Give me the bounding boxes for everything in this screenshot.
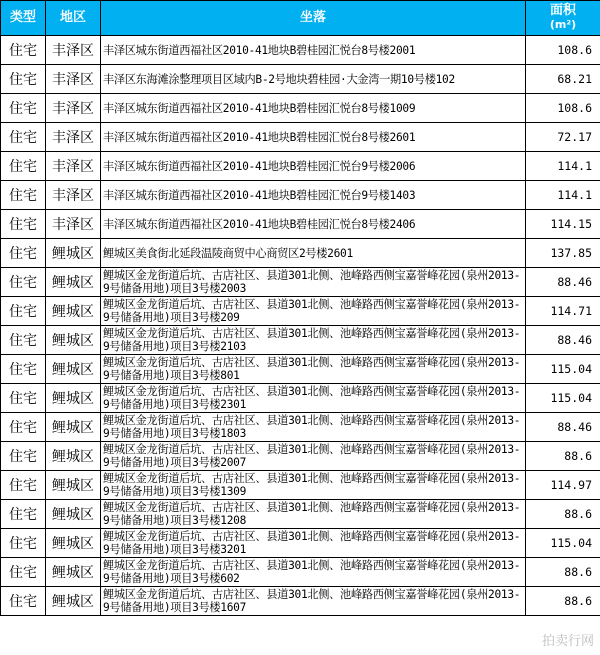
cell-area: 115.04 (526, 355, 600, 384)
cell-type: 住宅 (1, 181, 46, 210)
table-row (1, 413, 600, 442)
cell-address: 鲤城区金龙街道后坑、古店社区、县道301北侧、池峰路西侧宝嘉誉峰花园(泉州2013-9号储备用地)项目3号楼1803 (101, 413, 526, 442)
cell-address: 丰泽区城东街道西福社区2010-41地块B碧桂园汇悦台8号楼2601 (101, 123, 526, 152)
table-row (1, 471, 600, 500)
cell-region: 鲤城区 (46, 471, 101, 500)
table-row (1, 558, 600, 587)
cell-type: 住宅 (1, 587, 46, 616)
cell-area: 88.46 (526, 268, 600, 297)
cell-region: 丰泽区 (46, 65, 101, 94)
cell-type: 住宅 (1, 529, 46, 558)
cell-type: 住宅 (1, 239, 46, 268)
cell-address: 鲤城区金龙街道后坑、古店社区、县道301北侧、池峰路西侧宝嘉誉峰花园(泉州2013-9号储备用地)项目3号楼1208 (101, 500, 526, 529)
column-header-type: 类型 (1, 1, 46, 36)
cell-area: 68.21 (526, 65, 600, 94)
cell-type: 住宅 (1, 297, 46, 326)
table-row (1, 529, 600, 558)
cell-type: 住宅 (1, 65, 46, 94)
cell-address: 丰泽区城东街道西福社区2010-41地块B碧桂园汇悦台9号楼1403 (101, 181, 526, 210)
cell-area: 72.17 (526, 123, 600, 152)
cell-address: 丰泽区东海滩涂整理项目区域内B-2号地块碧桂园·大金湾一期10号楼102 (101, 65, 526, 94)
cell-region: 鲤城区 (46, 355, 101, 384)
cell-area: 108.6 (526, 94, 600, 123)
cell-area: 88.6 (526, 442, 600, 471)
cell-type: 住宅 (1, 413, 46, 442)
cell-area: 88.6 (526, 558, 600, 587)
cell-address: 鲤城区金龙街道后坑、古店社区、县道301北侧、池峰路西侧宝嘉誉峰花园(泉州2013-9号储备用地)项目3号楼602 (101, 558, 526, 587)
cell-type: 住宅 (1, 326, 46, 355)
cell-area: 114.15 (526, 210, 600, 239)
cell-area: 137.85 (526, 239, 600, 268)
cell-region: 鲤城区 (46, 500, 101, 529)
cell-address: 鲤城区金龙街道后坑、古店社区、县道301北侧、池峰路西侧宝嘉誉峰花园(泉州2013-9号储备用地)项目3号楼3201 (101, 529, 526, 558)
cell-type: 住宅 (1, 94, 46, 123)
cell-address: 鲤城区金龙街道后坑、古店社区、县道301北侧、池峰路西侧宝嘉誉峰花园(泉州2013-9号储备用地)项目3号楼801 (101, 355, 526, 384)
cell-region: 鲤城区 (46, 297, 101, 326)
cell-area: 115.04 (526, 529, 600, 558)
cell-type: 住宅 (1, 268, 46, 297)
cell-region: 丰泽区 (46, 94, 101, 123)
cell-address: 鲤城区金龙街道后坑、古店社区、县道301北侧、池峰路西侧宝嘉誉峰花园(泉州2013-9号储备用地)项目3号楼1309 (101, 471, 526, 500)
cell-region: 丰泽区 (46, 36, 101, 65)
cell-address: 鲤城区金龙街道后坑、古店社区、县道301北侧、池峰路西侧宝嘉誉峰花园(泉州2013-9号储备用地)项目3号楼2301 (101, 384, 526, 413)
column-header-region: 地区 (46, 1, 101, 36)
cell-region: 鲤城区 (46, 413, 101, 442)
column-header-area (526, 1, 600, 36)
table-row (1, 297, 600, 326)
cell-type: 住宅 (1, 471, 46, 500)
table-row (1, 587, 600, 616)
cell-address: 鲤城区金龙街道后坑、古店社区、县道301北侧、池峰路西侧宝嘉誉峰花园(泉州2013-9号储备用地)项目3号楼2103 (101, 326, 526, 355)
table-row (1, 500, 600, 529)
table-row (1, 181, 600, 210)
cell-address: 鲤城区金龙街道后坑、古店社区、县道301北侧、池峰路西侧宝嘉誉峰花园(泉州2013-9号储备用地)项目3号楼2007 (101, 442, 526, 471)
cell-address: 鲤城区金龙街道后坑、古店社区、县道301北侧、池峰路西侧宝嘉誉峰花园(泉州2013-9号储备用地)项目3号楼2003 (101, 268, 526, 297)
area-header-label: 面积 (549, 3, 576, 18)
table-row (1, 442, 600, 471)
cell-area: 114.97 (526, 471, 600, 500)
cell-region: 鲤城区 (46, 268, 101, 297)
cell-type: 住宅 (1, 210, 46, 239)
cell-address: 鲤城区金龙街道后坑、古店社区、县道301北侧、池峰路西侧宝嘉誉峰花园(泉州2013-9号储备用地)项目3号楼1607 (101, 587, 526, 616)
cell-type: 住宅 (1, 152, 46, 181)
cell-area: 88.6 (526, 587, 600, 616)
cell-region: 鲤城区 (46, 442, 101, 471)
table-row (1, 36, 600, 65)
cell-region: 丰泽区 (46, 152, 101, 181)
cell-region: 鲤城区 (46, 587, 101, 616)
cell-area: 114.1 (526, 152, 600, 181)
cell-area: 108.6 (526, 36, 600, 65)
cell-type: 住宅 (1, 123, 46, 152)
cell-type: 住宅 (1, 36, 46, 65)
cell-region: 丰泽区 (46, 210, 101, 239)
table-row (1, 268, 600, 297)
table-header-row (1, 1, 600, 36)
watermark-text: 拍卖行网 (541, 634, 594, 649)
column-header-address: 坐落 (101, 1, 526, 36)
cell-address: 鲤城区金龙街道后坑、古店社区、县道301北侧、池峰路西侧宝嘉誉峰花园(泉州2013-9号储备用地)项目3号楼209 (101, 297, 526, 326)
cell-region: 鲤城区 (46, 326, 101, 355)
cell-type: 住宅 (1, 558, 46, 587)
cell-region: 丰泽区 (46, 181, 101, 210)
cell-region: 鲤城区 (46, 529, 101, 558)
table-row (1, 326, 600, 355)
cell-address: 丰泽区城东街道西福社区2010-41地块B碧桂园汇悦台8号楼2406 (101, 210, 526, 239)
cell-type: 住宅 (1, 384, 46, 413)
cell-region: 鲤城区 (46, 384, 101, 413)
cell-type: 住宅 (1, 500, 46, 529)
table-row (1, 384, 600, 413)
table-row (1, 152, 600, 181)
cell-region: 鲤城区 (46, 558, 101, 587)
cell-area: 88.6 (526, 500, 600, 529)
cell-address: 丰泽区城东街道西福社区2010-41地块B碧桂园汇悦台8号楼1009 (101, 94, 526, 123)
cell-type: 住宅 (1, 442, 46, 471)
cell-address: 鲤城区美食街北延段温陵商贸中心商贸区2号楼2601 (101, 239, 526, 268)
table-row (1, 65, 600, 94)
table-row (1, 123, 600, 152)
cell-address: 丰泽区城东街道西福社区2010-41地块B碧桂园汇悦台8号楼2001 (101, 36, 526, 65)
cell-area: 88.46 (526, 413, 600, 442)
cell-area: 88.46 (526, 326, 600, 355)
table-row (1, 94, 600, 123)
cell-region: 丰泽区 (46, 123, 101, 152)
cell-type: 住宅 (1, 355, 46, 384)
table-row (1, 210, 600, 239)
cell-address: 丰泽区城东街道西福社区2010-41地块B碧桂园汇悦台9号楼2006 (101, 152, 526, 181)
table-row (1, 239, 600, 268)
cell-area: 114.1 (526, 181, 600, 210)
cell-area: 114.71 (526, 297, 600, 326)
cell-area: 115.04 (526, 384, 600, 413)
cell-region: 鲤城区 (46, 239, 101, 268)
area-header-unit: (m²) (549, 18, 577, 31)
table-row (1, 355, 600, 384)
table-body (1, 36, 600, 616)
